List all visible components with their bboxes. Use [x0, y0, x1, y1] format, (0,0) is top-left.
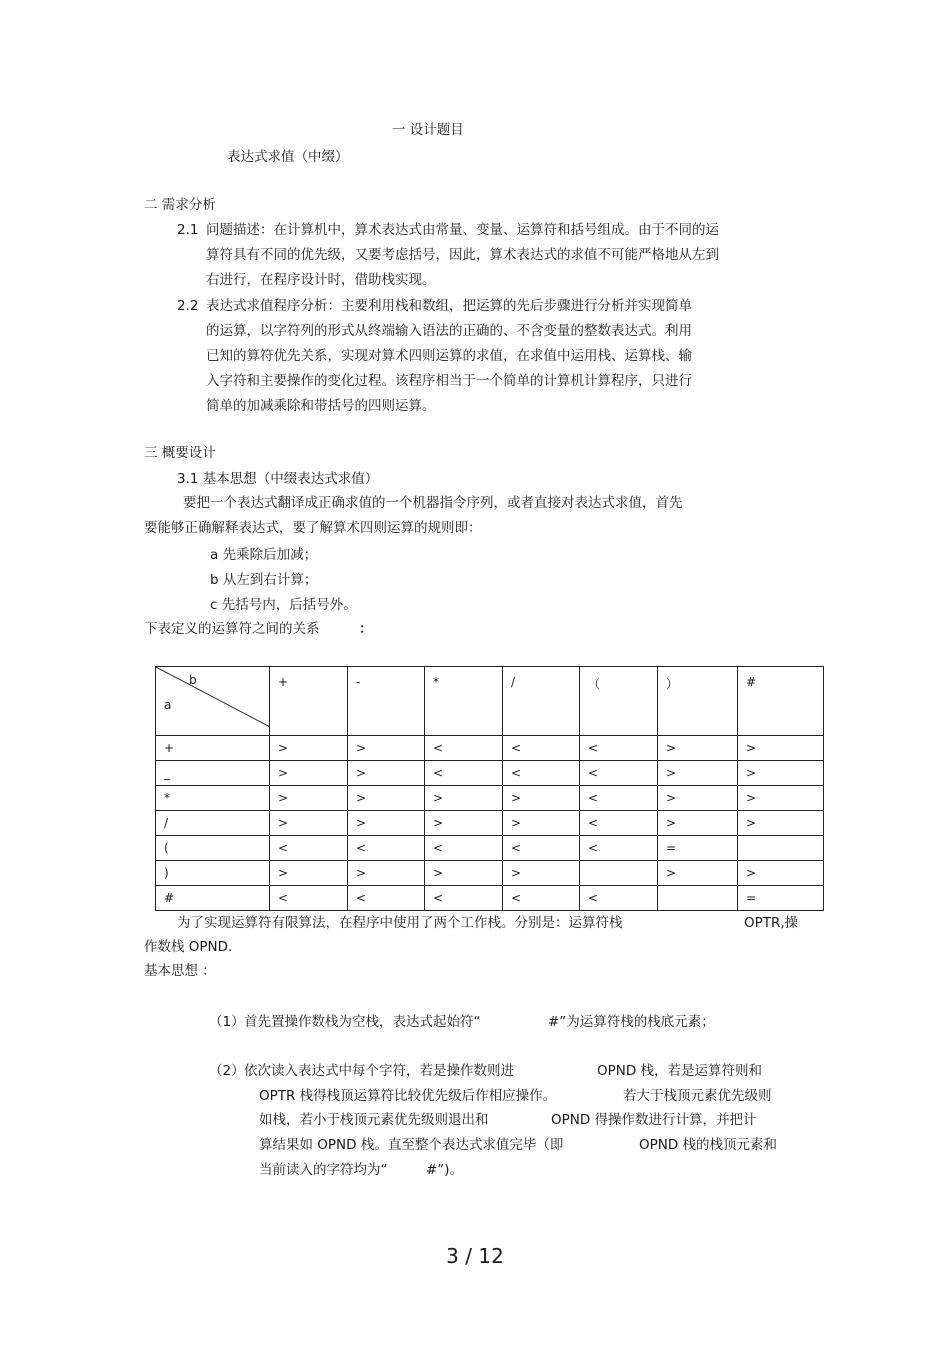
row-header: * — [156, 786, 270, 811]
table-cell: > — [503, 786, 580, 811]
row-header: + — [156, 736, 270, 761]
table-cell: > — [503, 861, 580, 886]
table-cell: < — [580, 836, 658, 861]
table-cell: < — [580, 786, 658, 811]
rule-c: c 先括号内，后括号外。 — [210, 597, 357, 613]
subsection-3-1-heading: 3.1 基本思想（中缀表达式求值） — [177, 471, 379, 487]
item-2-1-text — [206, 218, 719, 293]
row-header: _ — [156, 761, 270, 786]
operator-precedence-table — [155, 666, 824, 911]
column-header: + — [270, 667, 348, 736]
table-row — [156, 836, 824, 861]
column-header: / — [503, 667, 580, 736]
table-cell: > — [658, 811, 738, 836]
table-cell: > — [738, 811, 824, 836]
table-cell: > — [738, 736, 824, 761]
corner-label-a: a — [164, 698, 172, 712]
table-cell: > — [503, 811, 580, 836]
step-2-line-4b: OPND 栈的栈顶元素和 — [639, 1137, 778, 1153]
corner-label-b: b — [189, 673, 197, 687]
row-header: ( — [156, 836, 270, 861]
text-line: 的运算，以字符列的形式从终端输入语法的正确的、不含变量的整数表达式。利用 — [206, 323, 692, 339]
page-number: 3 / 12 — [446, 1244, 504, 1268]
item-2-1-number: 2.1 — [177, 222, 199, 238]
table-cell — [658, 886, 738, 911]
table-cell: > — [425, 786, 503, 811]
table-row — [156, 761, 824, 786]
column-header: - — [348, 667, 425, 736]
table-cell: > — [658, 861, 738, 886]
table-cell: > — [270, 786, 348, 811]
table-cell: < — [425, 836, 503, 861]
step-1-text-b: #”为运算符栈的栈底元素； — [548, 1014, 715, 1030]
table-cell: = — [658, 836, 738, 861]
table-row — [156, 861, 824, 886]
text-line: 算符具有不同的优先级，又要考虑括号，因此，算术表达式的求值不可能严格地从左到 — [206, 247, 719, 263]
step-1-number: （1） — [209, 1014, 245, 1030]
text-line: 已知的算符优先关系，实现对算术四则运算的求值，在求值中运用栈、运算栈、输 — [206, 348, 692, 364]
step-2-line-5a: 当前读入的字符均为“ — [259, 1162, 388, 1178]
column-header: ） — [658, 667, 738, 736]
step-2-line-5b: #”)。 — [426, 1162, 464, 1178]
table-cell: > — [425, 861, 503, 886]
table-cell: > — [348, 736, 425, 761]
corner-cell — [156, 667, 270, 736]
table-cell: > — [348, 811, 425, 836]
item-2-2-number: 2.2 — [177, 298, 199, 314]
table-cell: > — [658, 761, 738, 786]
basic-idea-label: 基本思想 ： — [144, 963, 216, 979]
step-2-line-3a: 如栈，若小于栈顶元素优先级则退出和 — [259, 1112, 489, 1128]
table-cell: > — [270, 811, 348, 836]
step-2-number: （2） — [209, 1063, 245, 1079]
table-row — [156, 786, 824, 811]
rule-a: a 先乘除后加减； — [210, 547, 318, 563]
table-caption: 下表定义的运算符之间的关系 — [144, 621, 320, 637]
table-cell: < — [425, 886, 503, 911]
step-2-line-1b: OPND 栈，若是运算符则和 — [597, 1063, 763, 1079]
table-cell: < — [270, 836, 348, 861]
row-header: # — [156, 886, 270, 911]
table-cell: < — [348, 836, 425, 861]
table-cell: < — [580, 761, 658, 786]
step-1-text-a: 首先置操作数栈为空栈，表达式起始符“ — [244, 1014, 481, 1030]
table-cell: > — [738, 861, 824, 886]
table-cell: > — [738, 761, 824, 786]
table-cell — [738, 836, 824, 861]
text-line: 问题描述：在计算机中，算术表达式由常量、变量、运算符和括号组成。由于不同的运 — [206, 222, 719, 238]
design-topic-title: 表达式求值（中缀） — [227, 149, 349, 165]
table-cell: < — [425, 761, 503, 786]
diagonal-line — [156, 667, 270, 727]
table-cell: > — [270, 761, 348, 786]
table-header-row — [156, 667, 824, 736]
step-2-line-2b: 若大于栈顶元素优先级则 — [623, 1088, 772, 1104]
step-2-line-4a: 算结果如 OPND 栈。直至整个表达式求值完毕（即 — [259, 1137, 564, 1153]
step-2-line-2a: OPTR 栈得栈顶运算符比较优先级后作相应操作。 — [259, 1088, 557, 1104]
table-cell: = — [738, 886, 824, 911]
table-cell: > — [270, 736, 348, 761]
table-cell: > — [348, 761, 425, 786]
table-cell: < — [425, 736, 503, 761]
item-2-2-text — [206, 294, 692, 419]
table-cell: > — [658, 736, 738, 761]
text-line: 入字符和主要操作的变化过程。该程序相当于一个简单的计算机计算程序，只进行 — [206, 373, 692, 389]
table-cell: < — [503, 886, 580, 911]
two-stacks-text: 为了实现运算符有限算法，在程序中使用了两个工作栈。分别是：运算符栈 — [177, 915, 623, 931]
table-cell: > — [348, 861, 425, 886]
section1-heading: 一 设计题目 — [392, 122, 464, 138]
table-cell: < — [503, 736, 580, 761]
table-cell: < — [580, 811, 658, 836]
column-header: * — [425, 667, 503, 736]
text-line: 右进行，在程序设计时，借助栈实现。 — [206, 272, 436, 288]
intro-line-1: 要把一个表达式翻译成正确求值的一个机器指令序列，或者直接对表达式求值，首先 — [183, 495, 683, 511]
text-line: 表达式求值程序分析：主要利用栈和数组，把运算的先后步骤进行分析并实现简单 — [206, 298, 692, 314]
row-header: / — [156, 811, 270, 836]
section2-heading: 二 需求分析 — [144, 197, 216, 213]
table-cell: < — [270, 886, 348, 911]
row-header: ) — [156, 861, 270, 886]
table-cell: > — [658, 786, 738, 811]
intro-line-2: 要能够正确解释表达式，要了解算术四则运算的规则即： — [144, 520, 482, 536]
table-cell — [580, 861, 658, 886]
table-row — [156, 736, 824, 761]
column-header: （ — [580, 667, 658, 736]
table-row — [156, 886, 824, 911]
table-row — [156, 811, 824, 836]
section3-heading: 三 概要设计 — [144, 445, 216, 461]
table-cell: > — [738, 786, 824, 811]
table-cell: < — [503, 761, 580, 786]
text-line: 简单的加减乘除和带括号的四则运算。 — [206, 398, 436, 414]
step-2-line-1a: 依次读入表达式中每个字符，若是操作数则进 — [244, 1063, 514, 1079]
opnd-label: 作数栈 OPND. — [144, 939, 233, 955]
table-cell: < — [580, 886, 658, 911]
table-cell: < — [580, 736, 658, 761]
optr-label: OPTR,操 — [744, 915, 799, 931]
table-cell: > — [348, 786, 425, 811]
table-cell: > — [425, 811, 503, 836]
table-cell: > — [270, 861, 348, 886]
table-cell: < — [348, 886, 425, 911]
column-header: # — [738, 667, 824, 736]
table-cell: < — [503, 836, 580, 861]
step-2-line-3b: OPND 得操作数进行计算，并把计 — [551, 1112, 757, 1128]
rule-b: b 从左到右计算； — [210, 572, 318, 588]
table-caption-colon: ： — [359, 621, 373, 637]
